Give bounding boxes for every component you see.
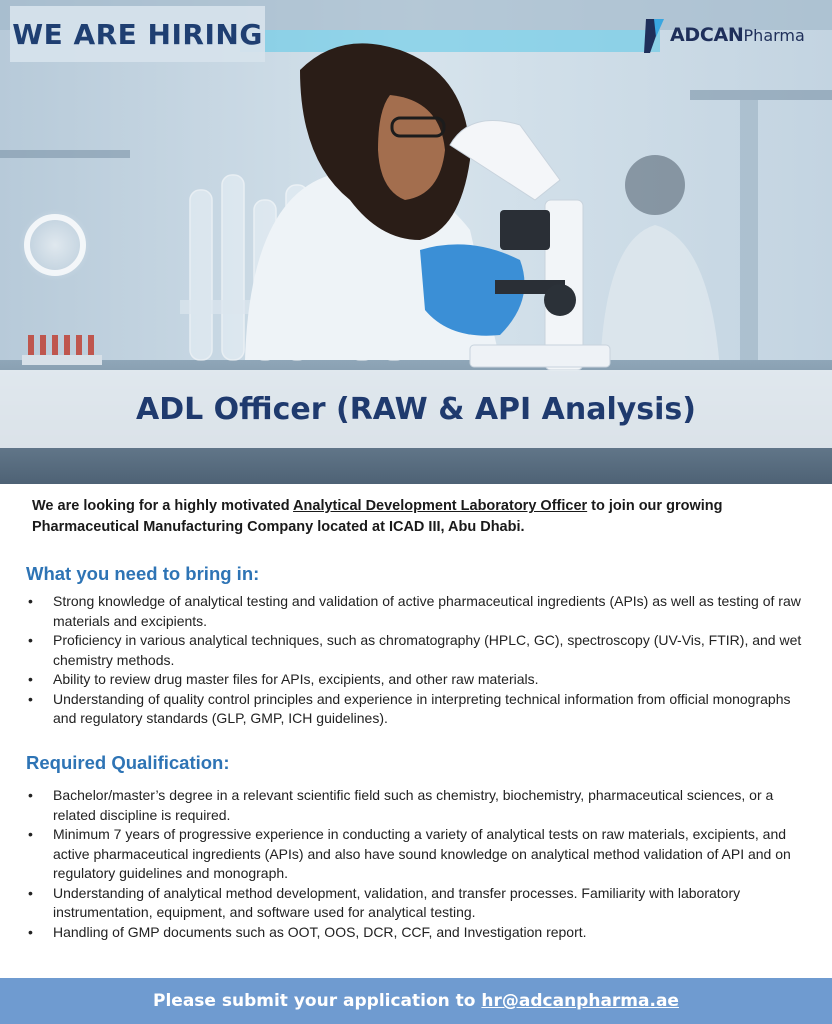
hero-banner	[0, 0, 832, 484]
qualification-heading: Required Qualification:	[26, 752, 230, 773]
hiring-badge	[10, 6, 265, 62]
job-title-band	[0, 370, 832, 448]
list-item: • Strong knowledge of analytical testing and validation of active pharmaceutical ingredients (APIs) as well as testing of raw materials and excipients.	[28, 592, 808, 631]
list-item: • Understanding of quality control principles and experience in interpreting technical information from official monographs and regulatory standards (GLP, GMP, ICH guidelines).	[28, 690, 808, 729]
intro-role-link: Analytical Development Laboratory Officer	[293, 498, 588, 514]
intro-paragraph	[32, 496, 812, 538]
list-item: • Proficiency in various analytical techniques, such as chromatography (HPLC, GC), spectroscopy (UV-Vis, FTIR), and wet chemistry methods.	[28, 631, 808, 670]
list-item: • Minimum 7 years of progressive experience in conducting a variety of analytical tests on raw materials, excipients, and active pharmaceutical ingredients (APIs) and also have sound knowledge on analytical method validation of API and on regulatory guidelines and monograph.	[28, 825, 808, 884]
list-item: • Ability to review drug master files for APIs, excipients, and other raw materials.	[28, 670, 808, 690]
footer-prompt: Please submit your application to	[153, 991, 482, 1011]
company-logo	[640, 12, 820, 58]
footer-text	[153, 991, 679, 1011]
requirements-list	[28, 592, 808, 729]
intro-text-before: We are looking for a highly motivated	[32, 498, 294, 514]
adcan-logo-mark	[640, 15, 668, 55]
list-item: • Understanding of analytical method development, validation, and transfer processes. Familiarity with laboratory instrumentation, equipment, and software used for analytical testing.	[28, 884, 808, 923]
requirements-heading: What you need to bring in:	[26, 563, 260, 584]
logo-text-adcan: ADCAN	[670, 24, 744, 46]
qualification-list	[28, 786, 808, 942]
hiring-badge-text: WE ARE HIRING	[12, 17, 263, 51]
footer-bar	[0, 978, 832, 1024]
list-item: • Bachelor/master’s degree in a relevant scientific field such as chemistry, biochemistry, pharmaceutical sciences, or a related discipline is required.	[28, 786, 808, 825]
application-email-link[interactable]: hr@adcanpharma.ae	[481, 991, 679, 1011]
intro-text-after: to join our growing Pharmaceutical Manufacturing Company located at ICAD III, Abu Dhabi.	[32, 498, 723, 535]
job-title: ADL Officer (RAW & API Analysis)	[135, 391, 696, 427]
logo-text-pharma: Pharma	[743, 25, 805, 45]
list-item: • Handling of GMP documents such as OOT, OOS, DCR, CCF, and Investigation report.	[28, 923, 808, 943]
